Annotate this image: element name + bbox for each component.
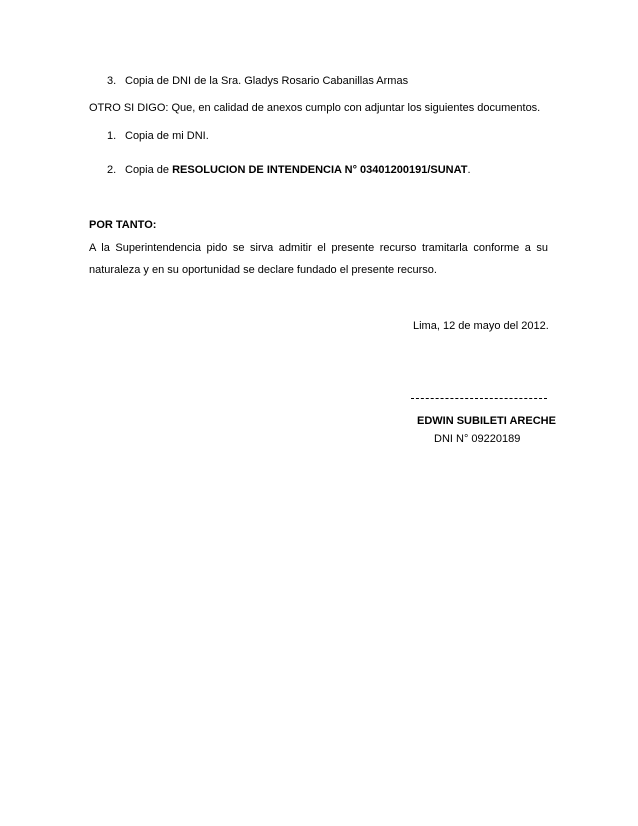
por-tanto-heading: POR TANTO: [89,219,157,231]
place-date: Lima, 12 de mayo del 2012. [413,320,549,332]
annex-item-1 [107,129,209,143]
list-number: 3. [107,75,117,87]
por-tanto-body: A la Superintendencia pido se sirva admitir el presente recurso tramitarla conforme a su naturaleza y en su oportunidad se declare fundado el presente recurso. [89,242,548,276]
list-number: 1. [107,130,117,142]
signature-line [411,398,547,406]
list-text: Copia de mi DNI. [125,130,209,142]
list-number: 2. [107,164,117,176]
resolution-reference: RESOLUCION DE INTENDENCIA N° 03401200191/SUNAT [172,164,468,176]
list-item-copia-dni-gladys [107,74,408,88]
signer-dni: DNI N° 09220189 [434,433,521,445]
list-text-suffix: . [467,164,471,176]
annex-item-2 [107,163,471,177]
signer-name: EDWIN SUBILETI ARECHE [417,415,556,427]
list-text: Copia de DNI de la Sra. Gladys Rosario Cabanillas Armas [125,75,409,87]
list-text-prefix: Copia de [125,164,173,176]
otrosi-paragraph: OTRO SI DIGO: Que, en calidad de anexos cumplo con adjuntar los siguientes documentos. [89,102,541,114]
